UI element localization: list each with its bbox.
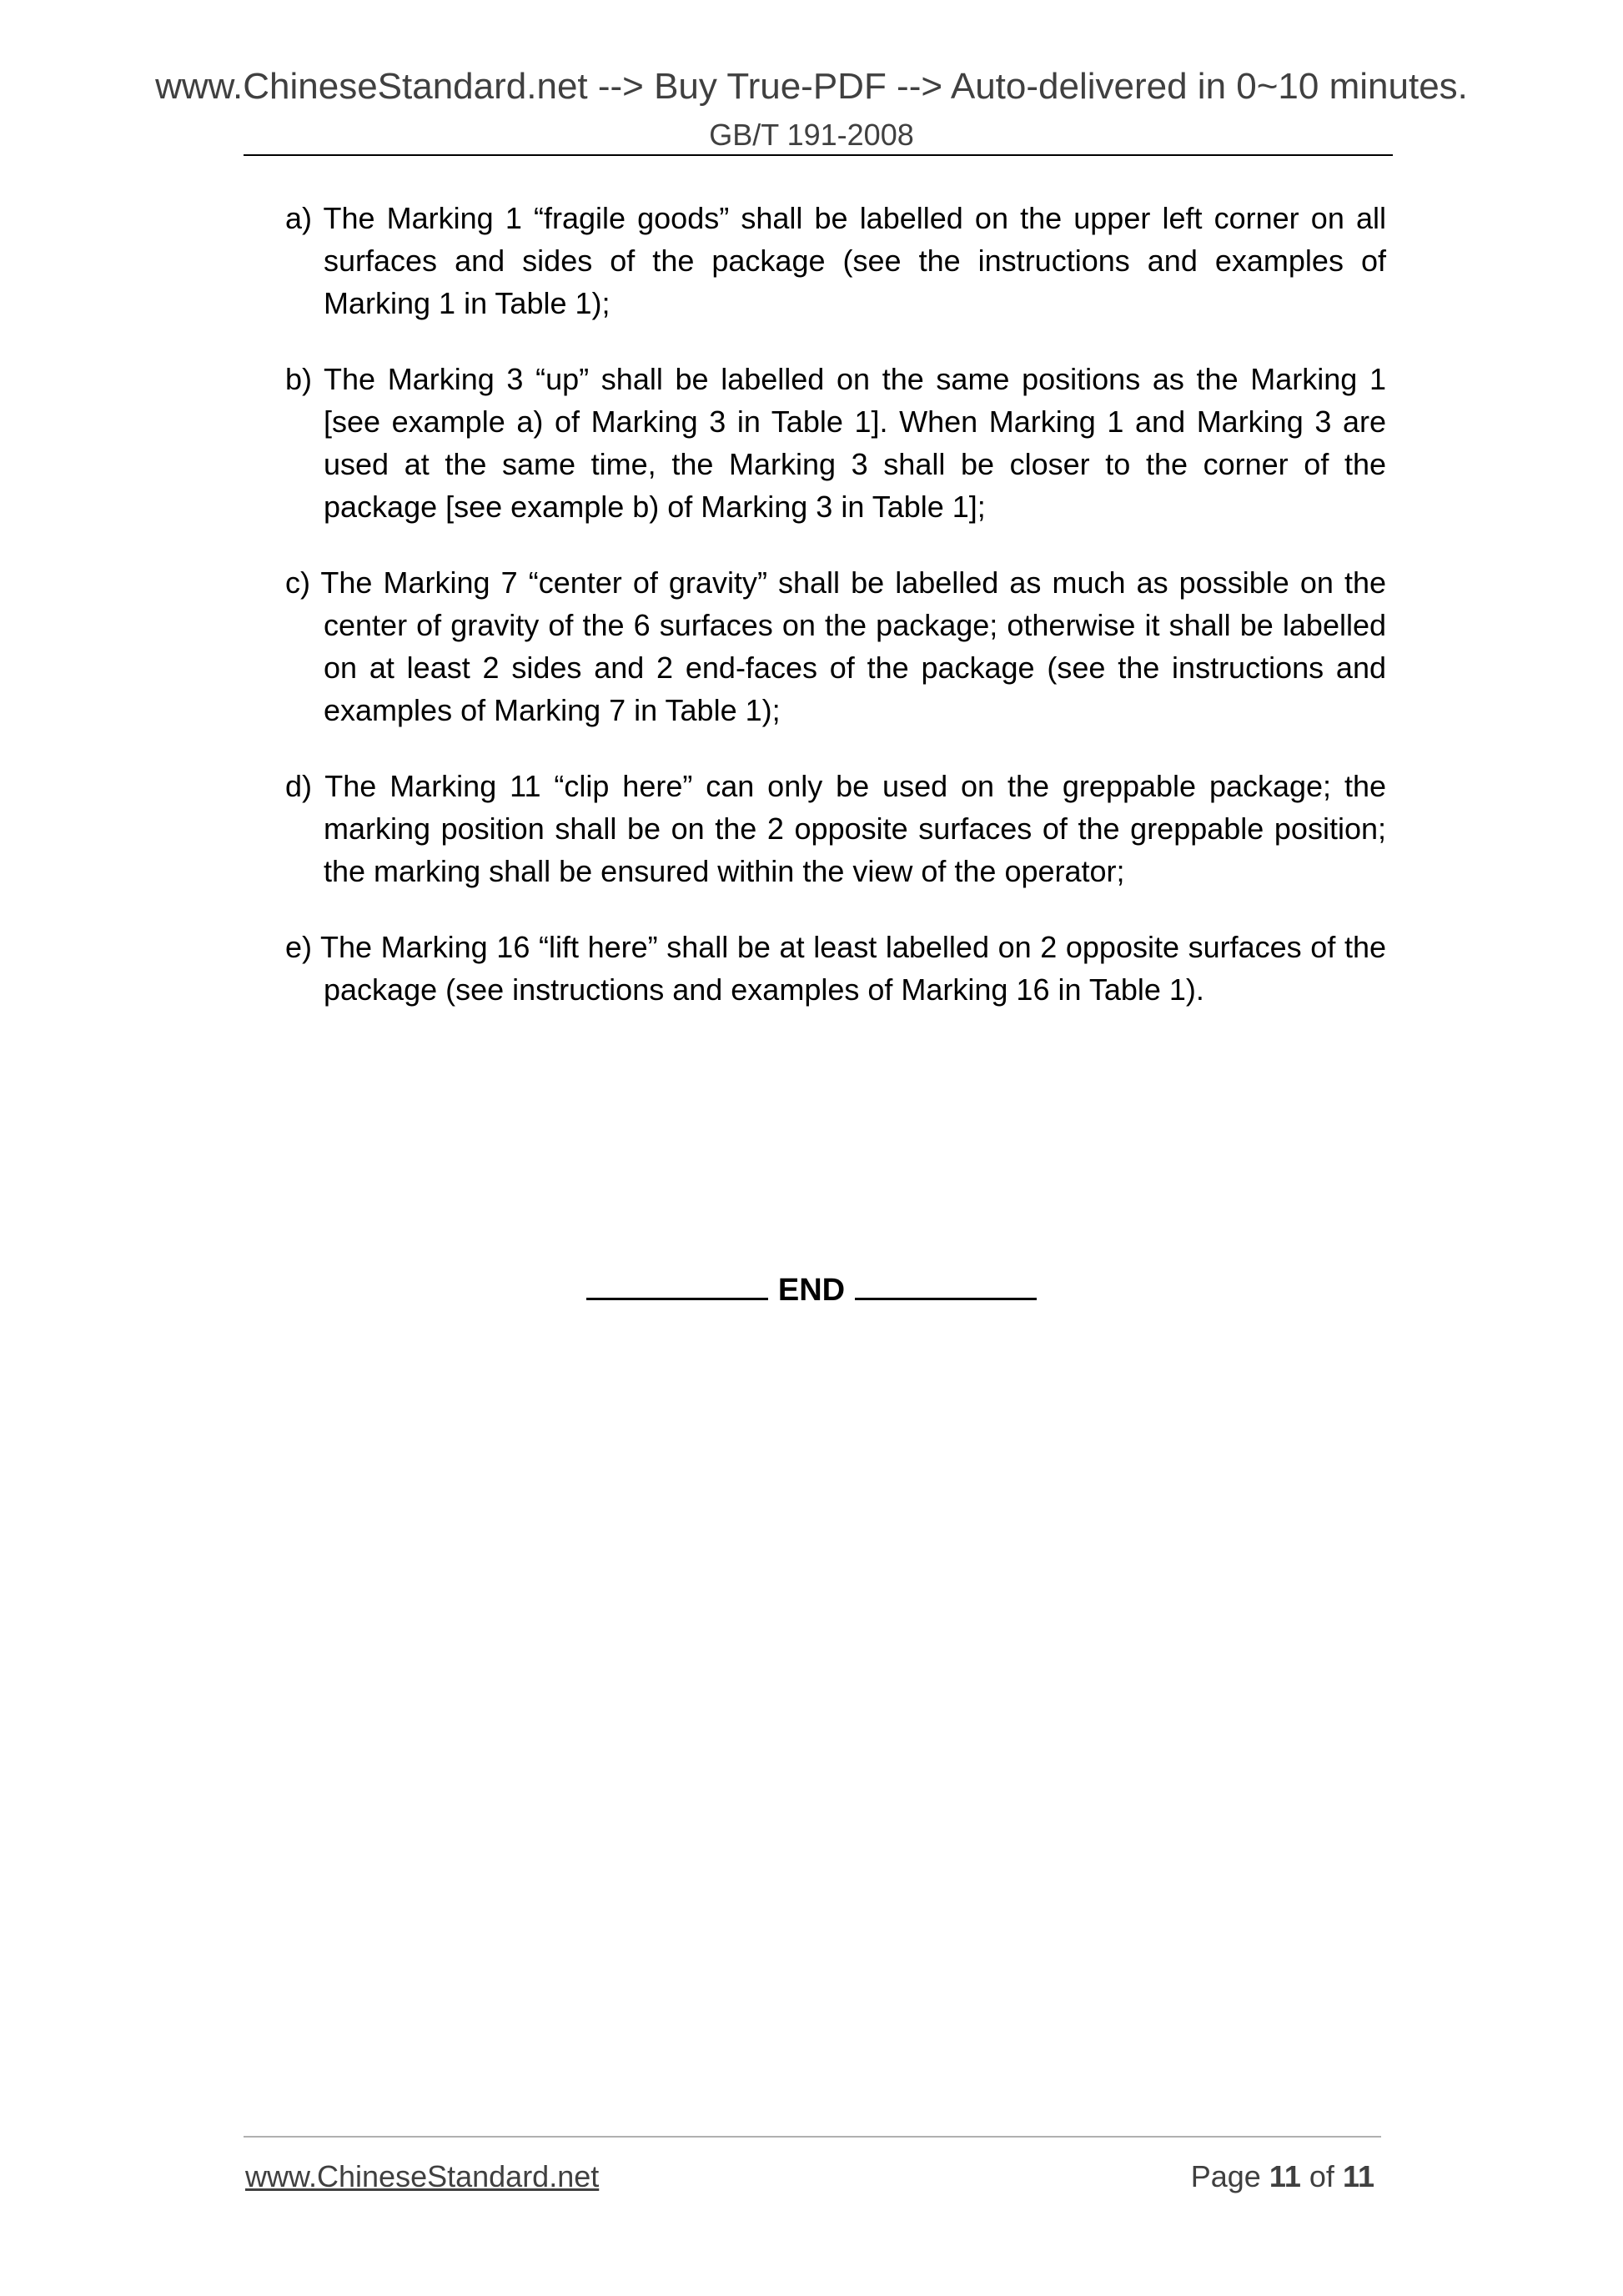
page-total: 11 — [1342, 2159, 1374, 2193]
page-word: Page — [1190, 2159, 1261, 2193]
standard-code: GB/T 191-2008 — [709, 118, 914, 152]
footer-divider — [244, 2136, 1381, 2138]
list-item-e: e) The Marking 16 “lift here” shall be at least labelled on 2 opposite surfaces of the package (see instructions and examples of Marking 16 in Table 1). — [285, 930, 1386, 1007]
list-item-c: c) The Marking 7 “center of gravity” shall be labelled as much as possible on the center of gravity of the 6 surfaces on the package; otherwise it shall be labelled on at least 2 sides and 2 end-faces of the package (see the instructions and examples of Marking 7 in Table 1); — [285, 565, 1386, 727]
end-label: END — [777, 1273, 846, 1308]
footer-site-link[interactable]: www.ChineseStandard.net — [245, 2159, 600, 2193]
list-item-a: a) The Marking 1 “fragile goods” shall be labelled on the upper left corner on all surfaces and sides of the package (see the instructions and examples of Marking 1 in Table 1); — [285, 201, 1386, 320]
list-item-d: d) The Marking 11 “clip here” can only be used on the greppable package; the marking position shall be on the 2 opposite surfaces of the greppable position; the marking shall be ensured within the view of the operator; — [285, 769, 1386, 888]
list-item-b: b) The Marking 3 “up” shall be labelled on the same positions as the Marking 1 [see example a) of Marking 3 in Table 1]. When Marking 1 and Marking 3 are used at the same time, the Marking 3 shall be closer to the corner of the package [see example b) of Marking 3 in Table 1]; — [285, 362, 1386, 524]
end-marker — [0, 1268, 1623, 1313]
document-body — [285, 197, 1386, 1044]
end-rule-left — [586, 1274, 768, 1300]
end-rule-right — [855, 1274, 1037, 1300]
page-of: of — [1309, 2159, 1334, 2193]
header-banner: www.ChineseStandard.net --> Buy True-PDF --> Auto-delivered in 0~10 minutes. — [155, 66, 1468, 107]
page-current: 11 — [1269, 2159, 1301, 2193]
header-divider — [244, 154, 1393, 156]
page-number — [1191, 2157, 1374, 2197]
